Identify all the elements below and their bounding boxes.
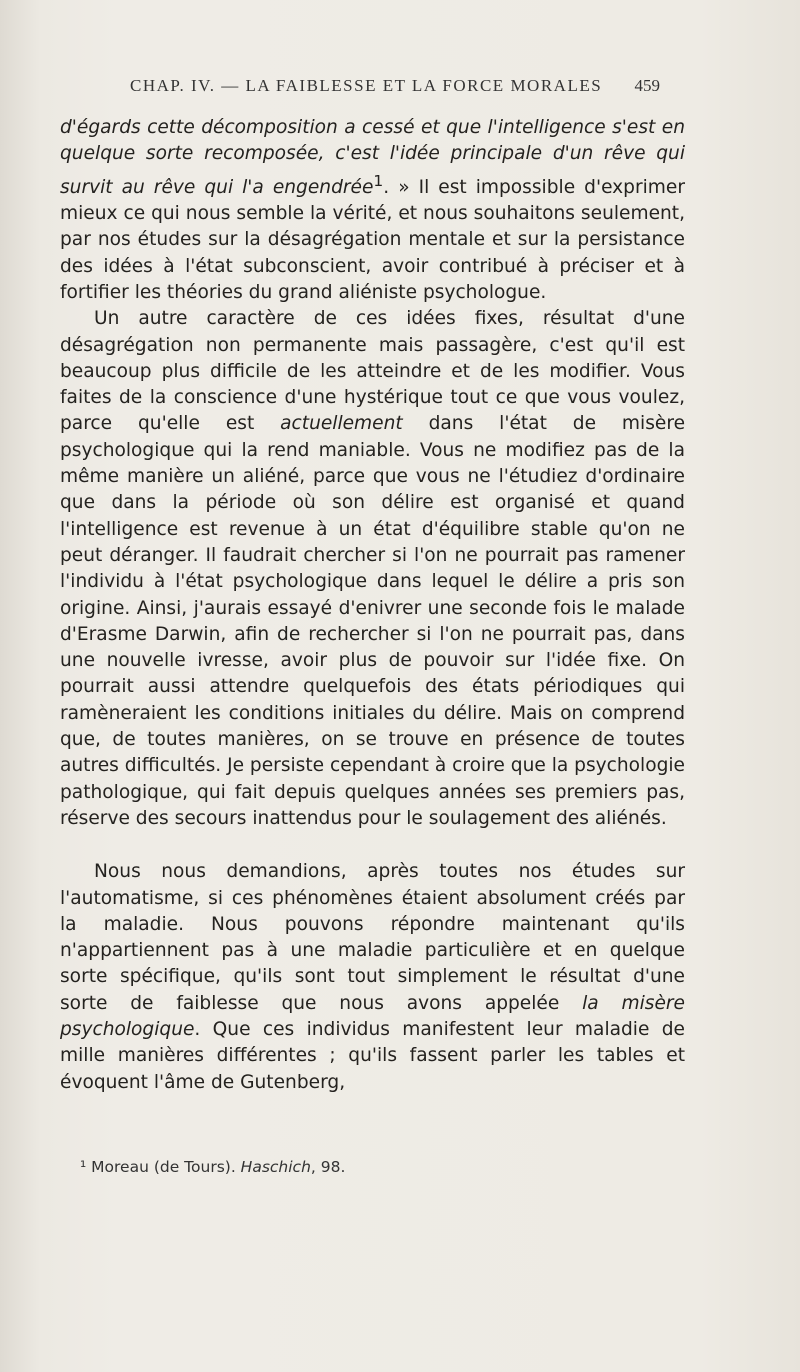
- footnote-marker: ¹: [80, 1158, 87, 1176]
- paragraph-text: Nous nous demandions, après toutes nos études sur l'automatisme, si ces phénomènes étaient absolument créés par la maladie. Nous pouvons répondre maintenant qu'ils n'appartiennent pas à une maladie particulière et en quelque sorte spécifique, qu'ils sont tout simplement le résultat d'une sorte de faiblesse que nous avons appelée: [60, 861, 685, 1014]
- footnote-text: , 98.: [310, 1158, 346, 1176]
- page-number: 459: [634, 76, 660, 95]
- italic-term: la misère psychologique: [60, 992, 685, 1040]
- paragraph-text: Un autre caractère de ces idées fixes, résultat d'une désagrégation non permanente mais passagère, c'est qu'il est beaucoup plus difficile de les atteindre et de les modifier. Vous faites de la conscience d'une hystérique tout ce que vous voulez, parce qu'elle est: [60, 308, 685, 435]
- paragraph-1: [60, 115, 685, 306]
- paragraph-text: . Que ces individus manifestent leur maladie de mille manières différentes ; qu'ils fassent parler les tables et évoquent l'âme de Gutenberg,: [60, 1018, 685, 1093]
- footnote-title: Haschich: [240, 1158, 311, 1176]
- paragraph-text: dans l'état de misère psychologique qui la rend maniable. Vous ne modifiez pas de la même manière un aliéné, parce que vous ne l'étudiez d'ordinaire que dans la période où son délire est organisé et quand l'intelligence est revenue à un état d'équilibre stable qu'on ne peut déranger. Il faudrait chercher si l'on ne pourrait pas ramener l'individu à l'état psychologique dans lequel le délire a pris son origine. Ainsi, j'aurais essayé d'enivrer une seconde fois le malade d'Erasme Darwin, afin de rechercher si l'on ne pourrait pas, dans une nouvelle ivresse, avoir plus de pouvoir sur l'idée fixe. On pourrait aussi attendre quelquefois des états périodiques qui ramèneraient les conditions initiales du délire. Mais on comprend que, de toutes manières, on se trouve en présence de toutes autres difficultés. Je persiste cependant à croire que la psychologie pathologique, qui fait depuis quelques années ses premiers pas, réserve des secours inattendus pour le soulagement des aliénés.: [60, 413, 686, 829]
- paragraph-3: [60, 859, 685, 1096]
- footnote-reference: 1: [373, 171, 384, 190]
- paragraph-2: [60, 306, 685, 832]
- footnote-text: Moreau (de Tours).: [91, 1158, 241, 1176]
- running-header: [130, 76, 660, 96]
- running-title: CHAP. IV. — LA FAIBLESSE ET LA FORCE MORALES: [130, 76, 603, 95]
- footnote: [80, 1158, 680, 1176]
- italic-quote: d'égards cette décomposition a cessé et que l'intelligence s'est en quelque sorte recomposée, c'est l'idée principale d'un rêve qui survit au rêve qui l'a engendrée: [60, 117, 685, 198]
- body-text: [60, 115, 685, 1096]
- italic-word: actuellement: [280, 413, 403, 435]
- paragraph-text: . » Il est impossible d'exprimer mieux ce qui nous semble la vérité, et nous souhaitons seulement, par nos études sur la désagrégation mentale et sur la persistance des idées à l'état subconscient, avoir contribué à préciser et à fortifier les théories du grand aliéniste psychologue.: [60, 176, 685, 303]
